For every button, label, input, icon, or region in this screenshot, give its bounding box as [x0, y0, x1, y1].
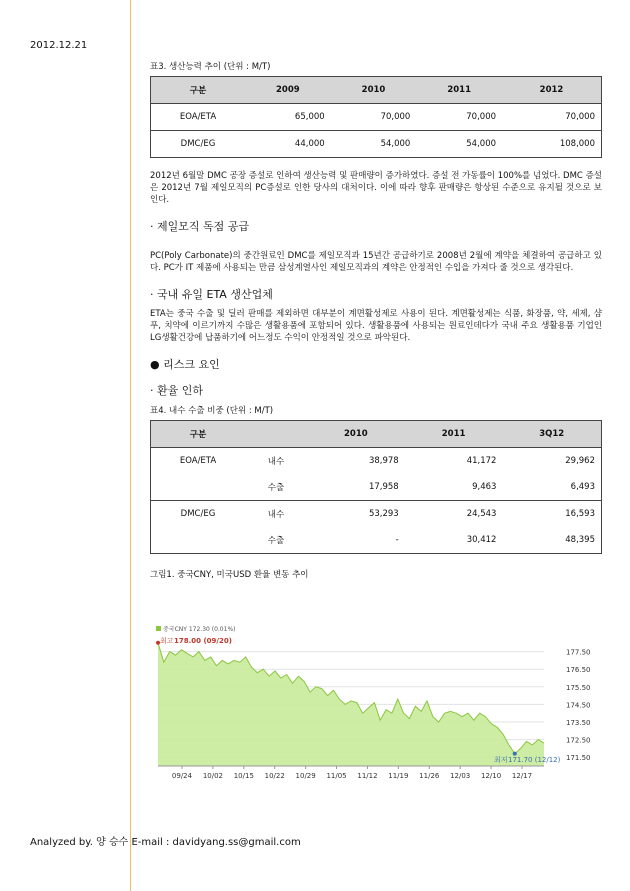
table3-cell: 54,000: [416, 131, 502, 158]
section-heading: · 환율 인하: [150, 384, 203, 397]
x-tick-label: 11/12: [357, 772, 378, 780]
table4-cell: 17,958: [307, 474, 405, 501]
paragraph: ETA는 중국 수출 및 딜러 판매를 제외하면 대부분이 계면활성제로 사용이 된다. 계면활성제는 식품, 화장품, 약, 세제, 샴푸, 치약에 이르기까지 수많은 생활용품에 포함되어 있다. 생활용품에 사용되는 원료인데다가 국내 주요 생활용품 기업인 LG생활건강에 납품하기에 어느정도 수익이 안정적일 것으로 파악된다.: [150, 309, 602, 343]
table3-cell: 44,000: [245, 131, 331, 158]
x-tick-label: 12/17: [511, 772, 533, 780]
high-value: 178.00 (09/20): [174, 637, 232, 645]
table3: [150, 76, 602, 158]
table4-cell: 30,412: [405, 527, 503, 554]
section-heading: · 제일모직 독점 공급: [150, 220, 249, 233]
x-tick-label: 09/24: [171, 772, 193, 780]
exchange-rate-chart: [150, 612, 591, 782]
table-row: [151, 527, 602, 554]
table4-cell: 내수: [267, 510, 285, 520]
table3-cell: 70,000: [331, 104, 417, 131]
x-tick-label: 12/03: [450, 772, 471, 780]
main-content: [150, 60, 602, 584]
x-tick-label: 10/29: [295, 772, 316, 780]
table4-header: 3Q12: [502, 421, 601, 448]
table4-cell: 16,593: [502, 501, 601, 528]
x-tick-label: 10/22: [264, 772, 285, 780]
table4-header: 2011: [405, 421, 503, 448]
table3-header: 2010: [331, 77, 417, 104]
x-tick-label: 11/26: [419, 772, 440, 780]
y-tick-label: 176.50: [566, 666, 591, 675]
margin-line: [130, 0, 131, 891]
table-row: [151, 474, 602, 501]
y-tick-label: 173.50: [566, 719, 591, 727]
table3-header: 2012: [502, 77, 601, 104]
section-heading: ● 리스크 요인: [150, 358, 220, 371]
table3-header: 구분: [151, 77, 246, 104]
table4-cell: EOA/ETA: [151, 448, 246, 475]
table-row: [151, 448, 602, 475]
table4-cell: 38,978: [368, 456, 399, 466]
table4-cell: DMC/EG: [151, 501, 246, 528]
y-tick-label: 175.50: [566, 683, 591, 692]
table3-cell: DMC/EG: [151, 131, 246, 158]
table3-header-row: [151, 77, 602, 104]
x-tick-label: 10/15: [233, 772, 254, 780]
table4-cell: -: [307, 527, 405, 554]
table3-cell: 70,000: [502, 104, 601, 131]
table4-header: 2010: [307, 421, 405, 448]
table4-cell: 내수: [267, 457, 285, 467]
table3-cell: EOA/ETA: [151, 104, 246, 131]
table4-cell: 24,543: [466, 509, 497, 519]
table4-cell: 53,293: [368, 509, 399, 519]
low-label: 최저: [494, 756, 508, 764]
table4-cell: 29,962: [502, 448, 601, 475]
table3-header: 2011: [416, 77, 502, 104]
table3-cell: 70,000: [416, 104, 502, 131]
table-row: [151, 104, 602, 131]
y-tick-label: 177.50: [566, 648, 591, 657]
x-tick-label: 12/10: [480, 772, 502, 780]
table4-cell: [151, 527, 246, 554]
paragraph: PC(Poly Carbonate)의 중간원료인 DMC를 제일모직과 15년간 공급하기로 2008년 2월에 계약을 체결하여 공급하고 있다. PC가 IT 제품에 사용되는 만큼 삼성계열사인 제일모직과의 계약은 안정적인 수입을 가져다 줄 것으로 생각된다.: [150, 251, 602, 273]
table4: [150, 420, 602, 554]
x-tick-label: 11/05: [326, 772, 347, 780]
table4-header: [245, 421, 307, 448]
legend-label: 중국CNY 172.30 (0.01%): [163, 626, 236, 633]
x-tick-label: 11/19: [388, 772, 409, 780]
table4-cell: 수출: [245, 527, 307, 554]
paragraph: 2012년 6월말 DMC 공장 증설로 인하여 생산능력 및 판매량이 증가하였다. 증설 전 가동률이 100%를 넘었다. DMC 증설은 2012년 7월 제일모직의 PC증설로 인한 당사의 대처이다. 이에 따라 향후 판매량은 항상된 수준으로 유지될 것으로 보인다.: [150, 171, 602, 205]
footer: Analyzed by. 양 승수 E-mail : davidyang.ss@gmail.com: [30, 837, 301, 848]
table4-caption: 표4. 내수 수출 비중 (단위 : M/T): [150, 406, 274, 416]
table3-cell: 65,000: [245, 104, 331, 131]
table4-cell: 41,172: [466, 456, 497, 466]
table4-cell: 6,493: [502, 474, 601, 501]
high-label: 최고: [160, 637, 174, 645]
chart-svg: [150, 612, 591, 782]
table4-header-row: [151, 421, 602, 448]
table3-header: 2009: [245, 77, 331, 104]
y-tick-label: 174.50: [566, 701, 591, 710]
table3-cell: 54,000: [331, 131, 417, 158]
report-date: 2012.12.21: [30, 40, 88, 51]
table3-cell: 108,000: [502, 131, 601, 158]
table-row: [151, 501, 602, 528]
table4-header: 구분: [151, 421, 246, 448]
table4-cell: 수출: [245, 474, 307, 501]
x-tick-label: 10/02: [202, 772, 224, 780]
table4-cell: 48,395: [502, 527, 601, 554]
low-value: 171.70 (12/12): [508, 756, 561, 764]
table4-cell: [151, 474, 246, 501]
figure-caption: 그림1. 중국CNY, 미국USD 환율 변동 추이: [150, 570, 309, 580]
section-heading: · 국내 유일 ETA 생산업체: [150, 288, 273, 301]
legend-swatch: [156, 626, 161, 631]
y-tick-label: 171.50: [566, 754, 591, 763]
table4-cell: 9,463: [405, 474, 503, 501]
table3-caption: 표3. 생산능력 추이 (단위 : M/T): [150, 62, 271, 72]
y-tick-label: 172.50: [566, 736, 591, 745]
table-row: [151, 131, 602, 158]
